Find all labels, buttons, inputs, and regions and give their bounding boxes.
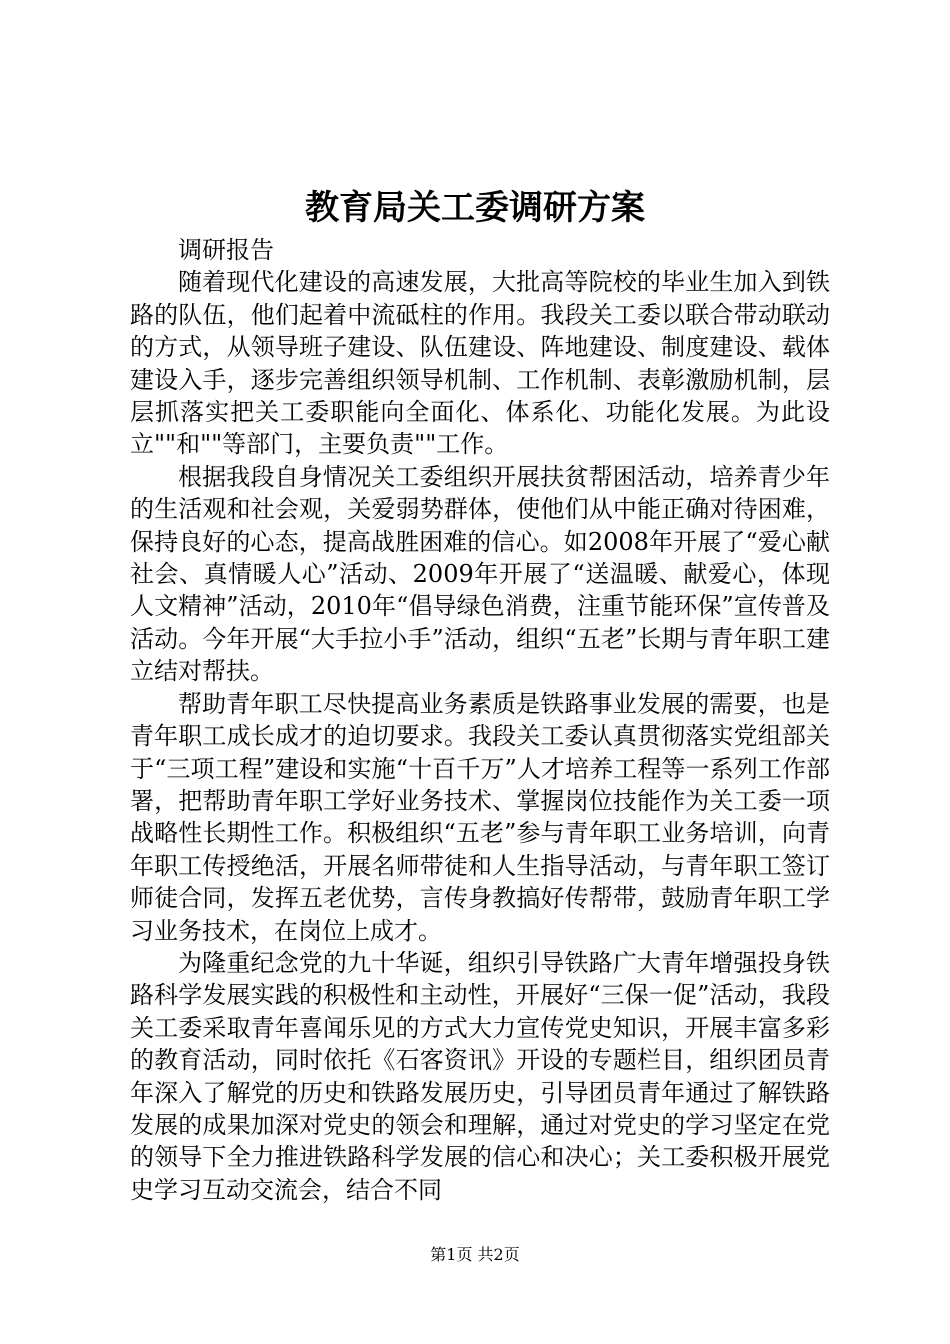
paragraph: 帮助青年职工尽快提高业务素质是铁路事业发展的需要，也是青年职工成长成才的迫切要求。我段关工委认真贯彻落实党组部关于“三项工程”建设和实施“十百千万”人才培养工程等一系列工作部署，把帮助青年职工学好业务技术、掌握岗位技能作为关工委一项战略性长期性工作。积极组织“五老”参与青年职工业务培训，向青年职工传授绝活，开展名师带徒和人生指导活动，与青年职工签订师徒合同，发挥五老优势，言传身教搞好传帮带，鼓励青年职工学习业务技术，在岗位上成才。 [130, 689, 830, 945]
paragraph: 根据我段自身情况关工委组织开展扶贫帮困活动，培养青少年的生活观和社会观，关爱弱势群体，使他们从中能正确对待困难，保持良好的心态，提高战胜困难的信心。如2008年开展了“爱心献社会、真情暖人心”活动、2009年开展了“送温暖、献爱心，体现人文精神”活动，2010年“倡导绿色消费，注重节能环保”宣传普及活动。今年开展“大手拉小手”活动，组织“五老”长期与青年职工建立结对帮扶。 [130, 462, 830, 686]
document-title: 教育局关工委调研方案 [305, 188, 645, 228]
paragraph-heading: 调研报告 [178, 236, 274, 264]
paragraph: 随着现代化建设的高速发展，大批高等院校的毕业生加入到铁路的队伍，他们起着中流砥柱的作用。我段关工委以联合带动联动的方式，从领导班子建设、队伍建设、阵地建设、制度建设、载体建设入手，逐步完善组织领导机制、工作机制、表彰激励机制，层层抓落实把关工委职能向全面化、体系化、功能化发展。为此设立""和""等部门，主要负责""工作。 [130, 268, 830, 459]
paragraph: 为隆重纪念党的九十华诞，组织引导铁路广大青年增强投身铁路科学发展实践的积极性和主动性，开展好“三保一促”活动，我段关工委采取青年喜闻乐见的方式大力宣传党史知识，开展丰富多彩的教育活动，同时依托《石客资讯》开设的专题栏目，组织团员青年深入了解党的历史和铁路发展历史，引导团员青年通过了解铁路发展的成果加深对党史的领会和理解，通过对党史的学习坚定在党的领导下全力推进铁路科学发展的信心和决心；关工委积极开展党史学习互动交流会，结合不同 [130, 948, 830, 1204]
page-number-footer: 第1页 共2页 [430, 1245, 520, 1264]
document-body [130, 234, 830, 1206]
